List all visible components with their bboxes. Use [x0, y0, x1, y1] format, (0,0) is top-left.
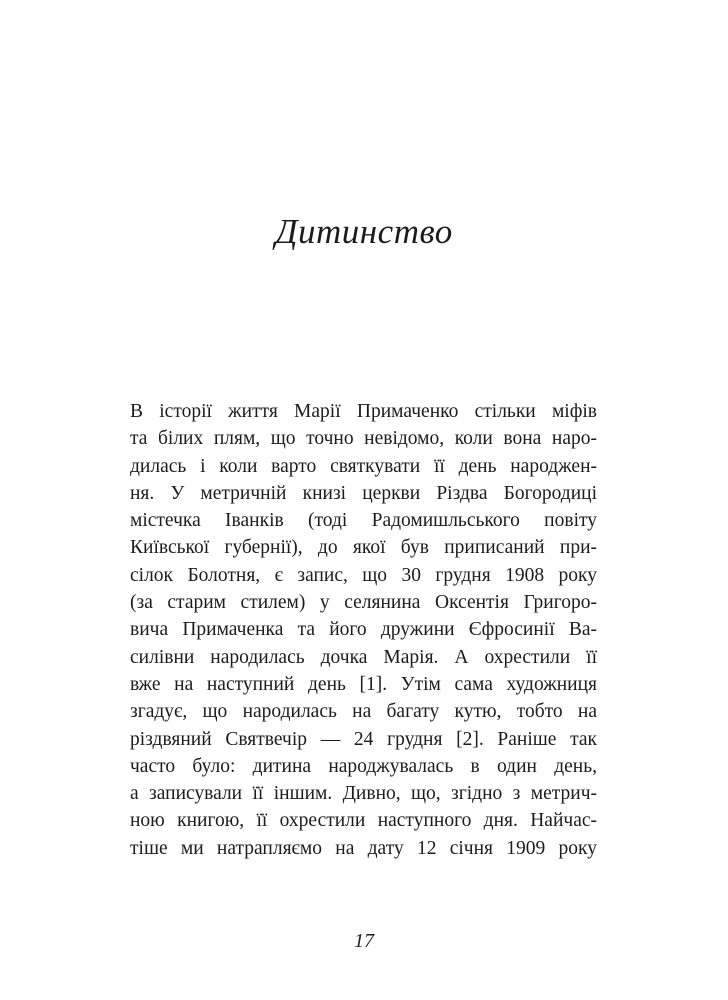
- text-line: дилась і коли варто святкувати її день народжен-: [130, 455, 597, 477]
- text-line: вича Примаченка та його дружини Єфросинії Ва-: [130, 619, 597, 641]
- text-line: різдвяний Святвечір — 24 грудня [2]. Раніше так: [130, 728, 597, 750]
- text-line: (за старим стилем) у селянина Оксентія Григоро-: [130, 592, 597, 614]
- text-line: та білих плям, що точно невідомо, коли вона наро-: [130, 428, 597, 450]
- text-line: В історії життя Марії Примаченко стільки міфів: [130, 401, 597, 422]
- text-line: ною книгою, її охрестили наступного дня. Найчас-: [130, 810, 597, 832]
- chapter-title: Дитинство: [275, 212, 453, 251]
- text-line: часто було: дитина народжувалась в один день,: [130, 755, 597, 777]
- text-line: сілок Болотня, є запис, що 30 грудня 1908 року: [130, 564, 597, 586]
- text-line: силівни народилась дочка Марія. А охрестили її: [130, 646, 597, 668]
- page-number: 17: [354, 930, 374, 952]
- text-line: ня. У метричній книзі церкви Різдва Богородиці: [130, 482, 597, 504]
- text-line: містечка Іванків (тоді Радомишльського повіту: [130, 510, 597, 532]
- text-line: а записували її іншим. Дивно, що, згідно з метрич-: [130, 783, 597, 805]
- text-line: Київської губернії), до якої був приписаний при-: [130, 537, 597, 559]
- text-line: тіше ми натрапляємо на дату 12 січня 1909 року: [130, 837, 597, 859]
- text-line: згадує, що народилась на багату кутю, тобто на: [130, 701, 597, 723]
- text-line: вже на наступний день [1]. Утім сама художниця: [130, 673, 597, 695]
- body-text: [130, 398, 597, 862]
